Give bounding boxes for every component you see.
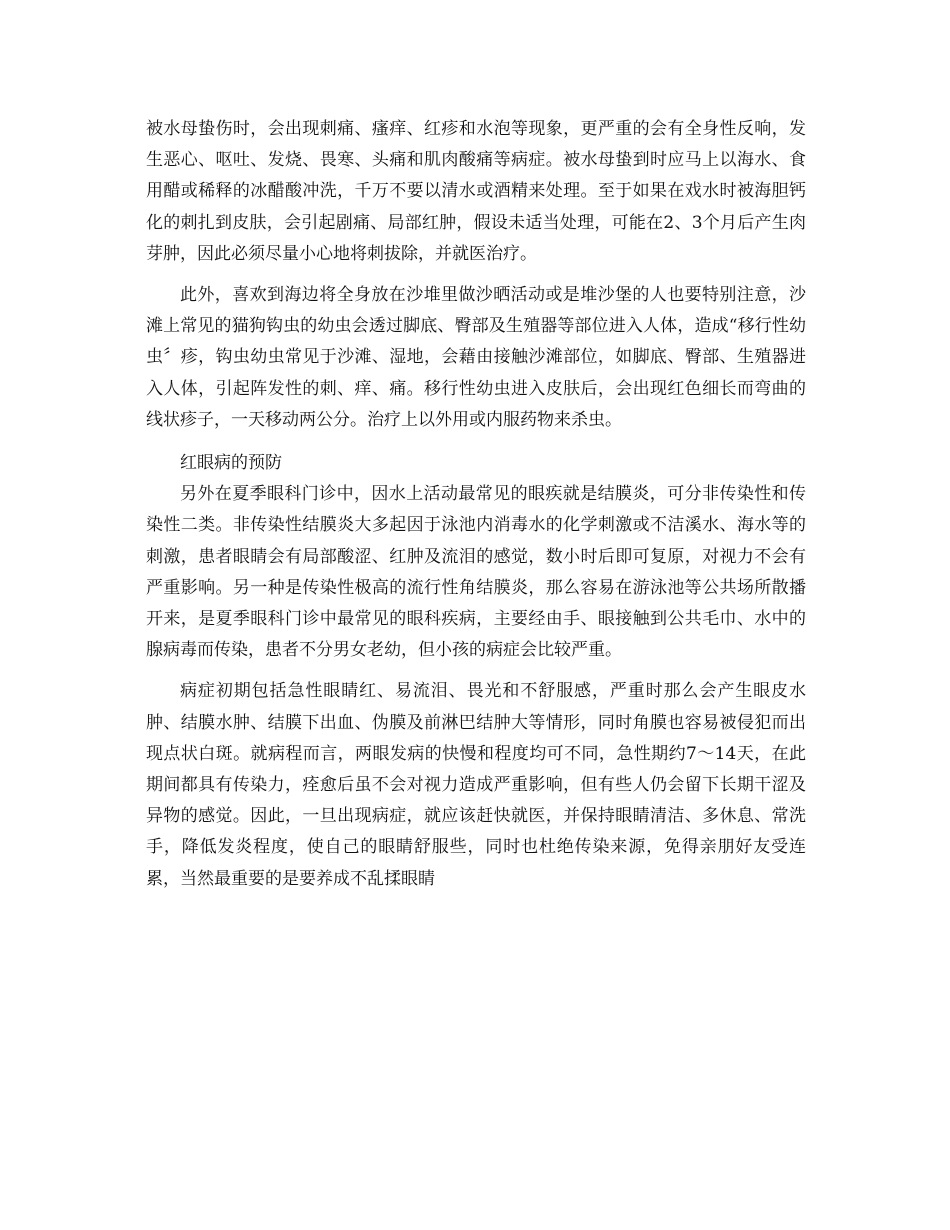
paragraph-jellyfish-sting: 被水母蛰伤时，会出现刺痛、瘙痒、红疹和水泡等现象，更严重的会有全身性反响，发生恶心、呕吐、发烧、畏寒、头痛和肌肉酸痛等病症。被水母蛰到时应马上以海水、食用醋或稀释的冰醋酸冲洗，千万不要以清水或酒精来处理。至于如果在戏水时被海胆钙化的刺扎到皮肤，会引起剧痛、局部红肿，假设未适当处理，可能在2、3个月后产生肉芽肿，因此必须尽量小心地将刺拔除，并就医治疗。 [146,119,806,264]
document-body [146,114,806,895]
section-heading-red-eye-prevention: 红眼病的预防 [180,453,282,474]
paragraph-symptoms: 病症初期包括急性眼睛红、易流泪、畏光和不舒服感，严重时那么会产生眼皮水肿、结膜水肿、结膜下出血、伪膜及前淋巴结肿大等情形，同时角膜也容易被侵犯而出现点状白斑。就病程而言，两眼发病的快慢和程度均可不同，急性期约7～14天，在此期间都具有传染力，痊愈后虽不会对视力造成严重影响，但有些人仍会留下长期干涩及异物的感觉。因此，一旦出现病症，就应该赶快就医，并保持眼睛清洁、多休息、常洗手，降低发炎程度，使自己的眼睛舒服些，同时也杜绝传染来源，免得亲朋好友受连累，当然最重要的是要养成不乱揉眼睛 [146,681,806,889]
paragraph-conjunctivitis: 另外在夏季眼科门诊中，因水上活动最常见的眼疾就是结膜炎，可分非传染性和传染性二类。非传染性结膜炎大多起因于泳池内消毒水的化学刺激或不洁溪水、海水等的刺激，患者眼睛会有局部酸涩、红肿及流泪的感觉，数小时后即可复原，对视力不会有严重影响。另一种是传染性极高的流行性角结膜炎，那么容易在游泳池等公共场所散播开来，是夏季眼科门诊中最常见的眼科疾病，主要经由手、眼接触到公共毛巾、水中的腺病毒而传染，患者不分男女老幼，但小孩的病症会比较严重。 [146,484,806,661]
paragraph-sand-hookworm: 此外，喜欢到海边将全身放在沙堆里做沙晒活动或是堆沙堡的人也要特别注意，沙滩上常见的猫狗钩虫的幼虫会透过脚底、臀部及生殖器等部位进入人体，造成“移行性幼虫〞疹，钩虫幼虫常见于沙滩、湿地，会藉由接触沙滩部位，如脚底、臀部、生殖器进入人体，引起阵发性的刺、痒、痛。移行性幼虫进入皮肤后，会出现红色细长而弯曲的线状疹子，一天移动两公分。治疗上以外用或内服药物来杀虫。 [146,285,806,430]
